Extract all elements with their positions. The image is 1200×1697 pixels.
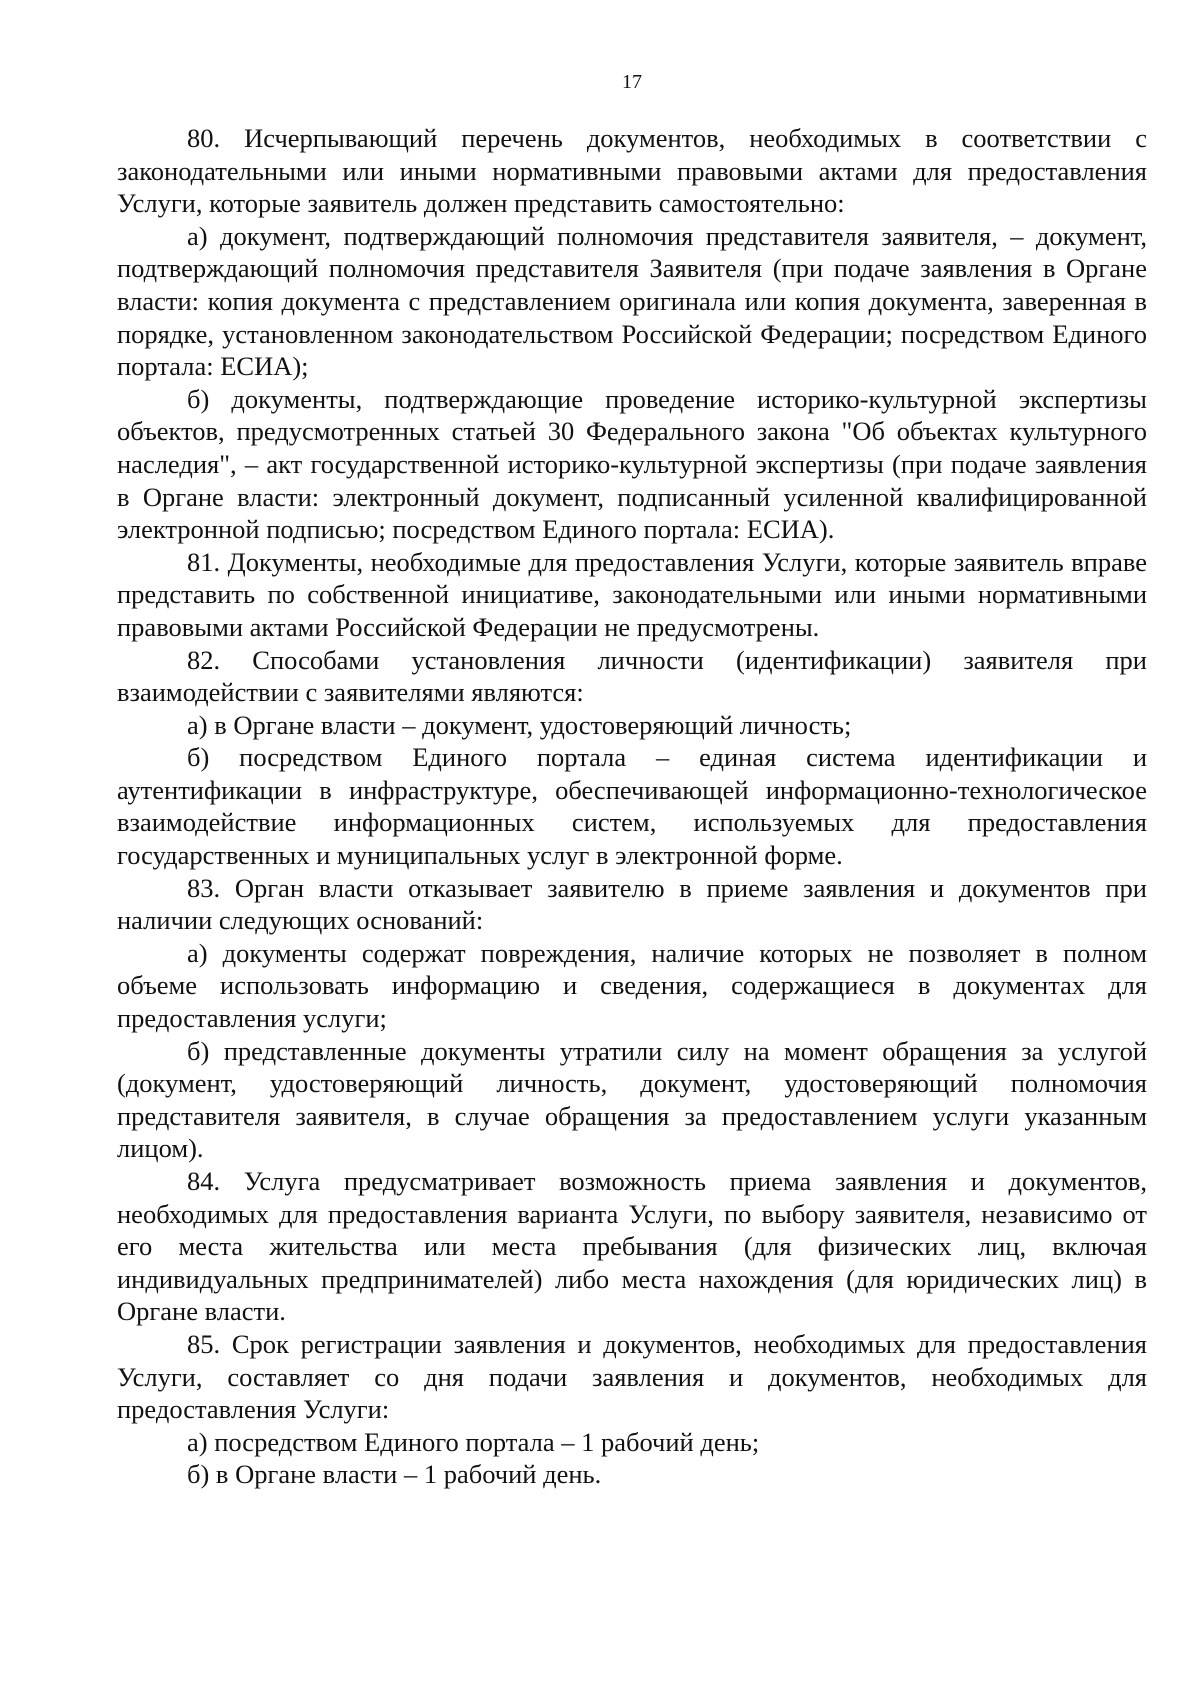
- paragraph-82-b: б) посредством Единого портала – единая система идентификации и аутентификации в инфраструктуре, обеспечивающей информационно-технологическое взаимодействие информационных систем, используемых для предоставления государственных и муниципальных услуг в электронной форме.: [117, 742, 1147, 871]
- page-number: 17: [622, 71, 642, 93]
- paragraph-83-b: б) представленные документы утратили силу на момент обращения за услугой (документ, удостоверяющий личность, документ, удостоверяющий полномочия представителя заявителя, в случае обращения за предоставлением услуги указанным лицом).: [117, 1035, 1147, 1164]
- paragraph-84: 84. Услуга предусматривает возможность приема заявления и документов, необходимых для предоставления варианта Услуги, по выбору заявителя, независимо от его места жительства или места пребывания (для физических лиц, включая индивидуальных предпринимателей) либо места нахождения (для юридических лиц) в Органе власти.: [117, 1166, 1147, 1327]
- paragraph-80-b: б) документы, подтверждающие проведение историко-культурной экспертизы объектов, предусмотренных статьей 30 Федерального закона "Об объектах культурного наследия", – акт государственной историко-культурной экспертизы (при подаче заявления в Органе власти: электронный документ, подписанный усиленной квалифицированной электронной подписью; посредством Единого портала: ЕСИА).: [117, 383, 1147, 545]
- document-body: [117, 122, 1147, 1491]
- paragraph-80-a: а) документ, подтверждающий полномочия представителя заявителя, – документ, подтверждающий полномочия представителя Заявителя (при подаче заявления в Органе власти: копия документа с представлением оригинала или копия документа, заверенная в порядке, установленном законодательством Российской Федерации; посредством Единого портала: ЕСИА);: [117, 220, 1147, 382]
- paragraph-83: 83. Орган власти отказывает заявителю в приеме заявления и документов при наличии следующих оснований:: [117, 872, 1147, 936]
- paragraph-85-a: а) посредством Единого портала – 1 рабочий день;: [187, 1426, 760, 1457]
- paragraph-81: 81. Документы, необходимые для предоставления Услуги, которые заявитель вправе представить по собственной инициативе, законодательными или иными нормативными правовыми актами Российской Федерации не предусмотрены.: [117, 546, 1147, 642]
- paragraph-82: 82. Способами установления личности (идентификации) заявителя при взаимодействии с заявителями являются:: [117, 644, 1147, 708]
- paragraph-85-b: б) в Органе власти – 1 рабочий день.: [187, 1459, 602, 1490]
- paragraph-80: 80. Исчерпывающий перечень документов, необходимых в соответствии с законодательными или иными нормативными правовыми актами для предоставления Услуги, которые заявитель должен представить самостоятельно:: [117, 123, 1147, 219]
- paragraph-85: 85. Срок регистрации заявления и документов, необходимых для предоставления Услуги, составляет со дня подачи заявления и документов, необходимых для предоставления Услуги:: [117, 1328, 1147, 1425]
- paragraph-83-a: а) документы содержат повреждения, наличие которых не позволяет в полном объеме использовать информацию и сведения, содержащиеся в документах для предоставления услуги;: [117, 937, 1147, 1034]
- paragraph-82-a: а) в Органе власти – документ, удостоверяющий личность;: [187, 709, 852, 740]
